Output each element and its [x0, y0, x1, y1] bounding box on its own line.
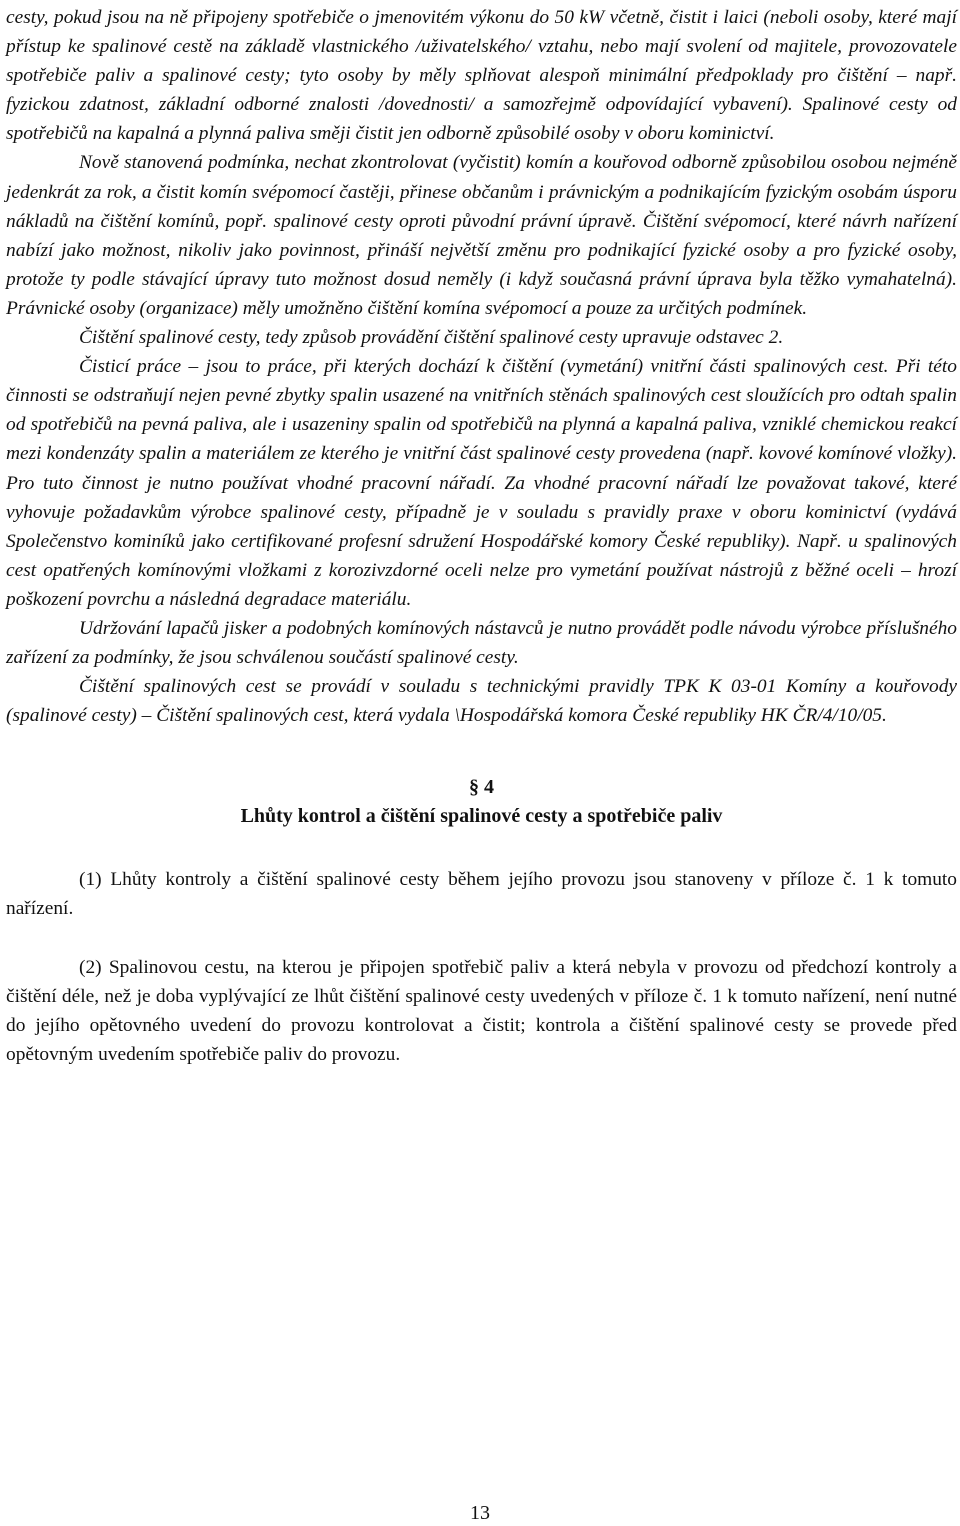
- section-paragraph-1: (1) Lhůty kontroly a čištění spalinové cesty během jejího provozu jsou stanoveny v příloze č. 1 k tomuto nařízení.: [6, 869, 957, 920]
- paragraph-new-condition: Nově stanovená podmínka, nechat zkontrolovat (vyčistit) komín a kouřovod odborně způsobilou osobou nejméně jedenkrát za rok, a čistit komín svépomocí častěji, přinese občanům i právnickým a podnikajícím fyzickým osobám úsporu nákladů na čištění komínů, popř. spalinové cesty oproti původní právní úpravě. Čištění svépomocí, které návrh nařízení nabízí jako možnost, nikoliv jako povinnost, přináší největší změnu pro podnikající fyzické osoby a pro fyzické osoby, protože ty podle stávající úpravy tuto možnost dosud neměly (i když současná právní úprava byla těžko vymahatelná). Právnické osoby (organizace) měly umožněno čištění komína svépomocí a pouze za určitých podmínek.: [6, 152, 957, 319]
- paragraph-spark-arrestors: Udržování lapačů jisker a podobných komínových nástavců je nutno provádět podle návodu výrobce příslušného zařízení za podmínky, že jsou schválenou součástí spalinové cesty.: [6, 617, 957, 669]
- section-mark: § 4: [469, 776, 494, 799]
- paragraph-cleaning-works: Čisticí práce – jsou to práce, při kterých dochází k čištění (vymetání) vnitřní části spalinových cest. Při této činnosti se odstraňují nejen pevné zbytky spalin usazené na vnitřních stěnách spalinových cest sloužících pro odtah spalin od spotřebičů na pevná paliva, ale i usazeniny spalin od spotřebičů na plynná a kapalná paliva, vzniklé chemickou reakcí mezi kondenzáty spalin a materiálem ze kterého je vnitřní část spalinové cesty provedena (např. kovové komínové vložky). Pro tuto činnost je nutno používat vhodné pracovní nářadí. Za vhodné pracovní nářadí lze považovat takové, které vyhovuje požadavkům výrobce spalinové cesty, případně je v souladu s pravidly praxe v oboru kominictví (vydává Společenstvo kominíků jako certifikované profesní sdružení Hospodářské komory České republiky). Např. u spalinových cest opatřených komínovými vložkami z korozivzdorné oceli nelze pro vymetání používat nástrojů z běžné oceli – hrozí poškození povrchu a následná degradace materiálu.: [6, 356, 957, 610]
- paragraph-chimney-cleaning-laypersons: cesty, pokud jsou na ně připojeny spotřebiče o jmenovitém výkonu do 50 kW včetně, čistit i laici (neboli osoby, které mají přístup ke spalinové cestě na základě vlastnického /uživatelského/ vztahu, nebo mají svolení od majitele, provozovatele spotřebiče paliv a spalinové cesty; tyto osoby by měly splňovat alespoň minimální předpoklady pro čištění – např. fyzickou zdatnost, základní odborné znalosti /dovednosti/ a samozřejmě odpovídající vybavení). Spalinové cesty od spotřebičů na kapalná a plynná paliva směji čistit jen odborně způsobilé osoby v oboru kominictví.: [6, 7, 957, 145]
- paragraph-cleaning-method: Čištění spalinové cesty, tedy způsob provádění čištění spalinové cesty upravuje odstavec 2.: [79, 327, 784, 349]
- document-page: [6, 0, 957, 1069]
- section-paragraph-2: (2) Spalinovou cestu, na kterou je připojen spotřebič paliv a která nebyla v provozu od předchozí kontroly a čištění déle, než je doba vyplývající ze lhůt čištění spalinové cesty uvedených v příloze č. 1 k tomuto nařízení, není nutné do jejího opětovného uvedení do provozu kontrolovat a čistit; kontrola a čištění spalinové cesty se provede před opětovným uvedením spotřebiče paliv do provozu.: [6, 956, 957, 1065]
- page-number: 13: [470, 1502, 490, 1524]
- section-title: Lhůty kontrol a čištění spalinové cesty a spotřebiče paliv: [240, 805, 723, 828]
- paragraph-technical-rules: Čištění spalinových cest se provádí v souladu s technickými pravidly TPK K 03-01 Komíny a kouřovody (spalinové cesty) – Čištění spalinových cest, která vydala \Hospodářská komora České republiky HK ČR/4/10/05.: [6, 676, 957, 727]
